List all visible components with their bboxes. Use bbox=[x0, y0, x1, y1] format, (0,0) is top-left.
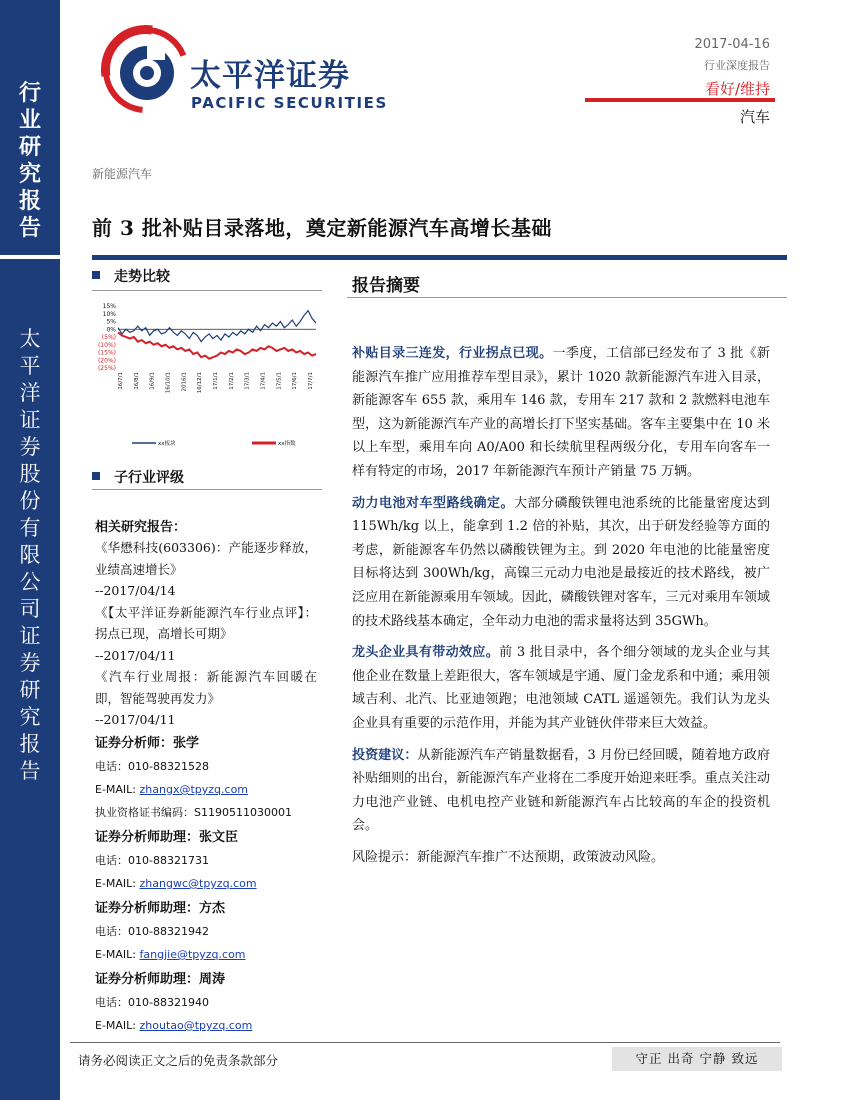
vertical-char: 究 bbox=[19, 705, 41, 729]
report-date: 2017-04-16 bbox=[694, 37, 770, 52]
trend-rule bbox=[92, 290, 322, 291]
report-kind: 行业深度报告 bbox=[704, 59, 770, 72]
vertical-char: 洋 bbox=[19, 381, 41, 405]
analyst-name: 证券分析师助理：方杰 bbox=[95, 901, 226, 916]
paragraph-lead: 动力电池对车型路线确定。 bbox=[352, 495, 514, 511]
paragraph-lead: 补贴目录三连发，行业拐点已现。 bbox=[352, 346, 553, 361]
x-tick-label: 16/9/1 bbox=[149, 372, 156, 390]
x-tick-label: 16/7/1 bbox=[118, 372, 124, 390]
analyst-phone bbox=[95, 849, 325, 872]
series-line bbox=[118, 311, 316, 342]
bullet-square-icon bbox=[92, 271, 100, 279]
related-reports-list bbox=[95, 537, 317, 731]
vertical-char: 有 bbox=[19, 516, 41, 540]
y-tick-label: (15%) bbox=[97, 349, 116, 357]
analyst-phone bbox=[95, 991, 325, 1014]
analyst-email bbox=[95, 943, 325, 966]
footer-disclaimer: 请务必阅读正文之后的免责条款部分 bbox=[78, 1053, 279, 1068]
x-tick-label: 17/4/1 bbox=[260, 372, 267, 390]
y-tick-label: (20%) bbox=[97, 357, 116, 365]
legend-label: xx指数 bbox=[278, 441, 296, 447]
vertical-char: 研 bbox=[18, 135, 41, 160]
summary-paragraph bbox=[352, 641, 770, 735]
summary-rule bbox=[347, 297, 787, 298]
y-tick-label: 5% bbox=[106, 318, 116, 326]
paragraph-lead: 龙头企业具有带动效应。 bbox=[352, 645, 500, 661]
vertical-report-type bbox=[0, 80, 60, 242]
vertical-char: 太 bbox=[19, 327, 41, 351]
analyst-email bbox=[95, 778, 325, 801]
summary-body bbox=[352, 342, 770, 877]
analyst-block bbox=[95, 897, 325, 966]
vertical-char: 报 bbox=[19, 732, 41, 756]
y-tick-label: (5%) bbox=[101, 334, 116, 341]
vertical-char: 股 bbox=[19, 462, 41, 486]
x-tick-label: 16/10/1 bbox=[165, 372, 172, 394]
cert-label: 执业资格证书编码： bbox=[95, 806, 194, 819]
x-tick-label: 17/1/1 bbox=[213, 372, 219, 390]
x-tick-label: 16/8/1 bbox=[133, 372, 140, 390]
analyst-block bbox=[95, 968, 325, 1037]
summary-paragraph bbox=[352, 846, 770, 870]
analyst-list bbox=[95, 732, 325, 1039]
analyst-phone bbox=[95, 755, 325, 778]
vertical-char: 研 bbox=[19, 678, 41, 702]
cert-value: S1190511030001 bbox=[194, 806, 292, 819]
vertical-char: 份 bbox=[19, 489, 41, 513]
phone-label: 电话： bbox=[95, 760, 128, 773]
email-link[interactable]: zhoutao@tpyzq.com bbox=[139, 1019, 253, 1032]
related-report-title[interactable]: 《【太平洋证券新能源汽车行业点评】：拐点已现，高增长可期》 bbox=[95, 604, 317, 641]
phone-value: 010-88321942 bbox=[128, 925, 209, 938]
x-tick-label: 17/6/1 bbox=[292, 372, 299, 390]
phone-label: 电话： bbox=[95, 854, 128, 867]
y-tick-label: (25%) bbox=[97, 365, 116, 372]
vertical-char: 券 bbox=[19, 435, 41, 459]
rating-underline bbox=[585, 98, 775, 102]
legend-label: xx板块 bbox=[158, 441, 176, 447]
y-tick-label: 10% bbox=[102, 310, 116, 318]
rating-heading-text: 子行业评级 bbox=[114, 470, 184, 486]
paragraph-body: 一季度，工信部已经发布了 3 批《新能源汽车推广应用推荐车型目录》，累计 1020 款新能源汽车进入目录，新能源客车 655 款，乘用车 146 款，专用车 217 款和 2 款燃料电池车型，这为新能源汽车产业的高增长打下坚实基础。客车主要集中在 10 米以上车型，乘用车向 A0/A00 和长续航里程两级分化，专用车向客车一样有特定的市场，2017 年新能源汽车预计产销量 75 万辆。 bbox=[352, 346, 770, 479]
phone-value: 010-88321731 bbox=[128, 854, 209, 867]
trend-heading-text: 走势比较 bbox=[114, 269, 170, 285]
analyst-email bbox=[95, 872, 325, 895]
x-tick-label: 17/2/1 bbox=[228, 372, 235, 390]
analyst-block bbox=[95, 732, 325, 824]
x-tick-label: 17/3/1 bbox=[244, 372, 251, 390]
rating: 看好/维持 bbox=[704, 80, 770, 98]
vertical-char: 平 bbox=[19, 354, 41, 378]
vertical-char: 告 bbox=[19, 759, 41, 783]
subsector-label: 新能源汽车 bbox=[92, 167, 153, 181]
rating-heading bbox=[92, 467, 184, 487]
related-report-date: --2017/04/14 bbox=[95, 583, 176, 598]
analyst-phone bbox=[95, 920, 325, 943]
analyst-name: 证券分析师助理：周涛 bbox=[95, 972, 226, 987]
related-report-title[interactable]: 《华懋科技(603306)：产能逐步释放，业绩高速增长》 bbox=[95, 540, 317, 577]
email-label: E-MAIL: bbox=[95, 783, 137, 796]
paragraph-body: 从新能源汽车产销量数据看，3 月份已经回暖，随着地方政府补贴细则的出台，新能源汽车产业将在二季度开始迎来旺季。重点关注动力电池产业链、电机电控产业链和新能源汽车占比较高的车企的投资机会。 bbox=[352, 747, 770, 834]
analyst-block bbox=[95, 826, 325, 895]
vertical-char: 报 bbox=[18, 189, 41, 214]
x-tick-label: 17/7/1 bbox=[308, 372, 314, 390]
vertical-char: 业 bbox=[18, 108, 41, 133]
related-reports-heading: 相关研究报告： bbox=[95, 520, 187, 535]
footer-rule bbox=[70, 1042, 780, 1043]
summary-paragraph bbox=[352, 744, 770, 838]
x-tick-label: 2016/1 bbox=[181, 372, 188, 392]
related-report-date: --2017/04/11 bbox=[95, 647, 176, 663]
phone-value: 010-88321940 bbox=[128, 996, 209, 1009]
y-tick-label: 15% bbox=[102, 303, 116, 310]
phone-value: 010-88321528 bbox=[128, 760, 209, 773]
vertical-char: 公 bbox=[19, 570, 41, 594]
email-link[interactable]: zhangwc@tpyzq.com bbox=[139, 877, 257, 890]
vertical-char: 券 bbox=[19, 651, 41, 675]
rating-rule bbox=[92, 489, 322, 490]
trend-chart bbox=[92, 298, 322, 458]
vertical-char: 究 bbox=[18, 162, 41, 187]
side-band-divider bbox=[0, 255, 60, 259]
x-tick-label: 17/5/1 bbox=[276, 372, 283, 390]
analyst-name: 证券分析师：张学 bbox=[95, 736, 200, 751]
footer-motto: 守正 出奇 宁静 致远 bbox=[612, 1047, 782, 1071]
y-tick-label: (10%) bbox=[97, 341, 116, 349]
vertical-char: 证 bbox=[19, 408, 41, 432]
vertical-char: 告 bbox=[18, 216, 41, 241]
paragraph-body: 前 3 批目录中，各个细分领域的龙头企业与其他企业在数量上差距很大，客车领域是宇通、厦门金龙系和中通；乘用领域吉利、北汽、比亚迪领跑；电池领域 CATL 遥遥领先。我们认为龙头企业具有重要的示范作用，并能为其产业链伙伴带来巨大效益。 bbox=[352, 645, 770, 731]
vertical-char: 行 bbox=[18, 81, 41, 106]
paragraph-body: 风险提示：新能源汽车推广不达预期，政策波动风险。 bbox=[352, 849, 665, 865]
related-report-title[interactable]: 《汽车行业周报：新能源汽车回暖在即，智能驾驶再发力》 bbox=[95, 669, 317, 706]
phone-label: 电话： bbox=[95, 996, 128, 1009]
summary-paragraph bbox=[352, 492, 770, 634]
email-link[interactable]: fangjie@tpyzq.com bbox=[139, 948, 246, 961]
summary-paragraph bbox=[352, 342, 770, 484]
vertical-char: 司 bbox=[19, 597, 41, 621]
sector: 汽车 bbox=[739, 108, 770, 126]
paragraph-body: 大部分磷酸铁锂电池系统的比能量密度达到 115Wh/kg 以上，能拿到 1.2 倍的补贴，其次，出于研发经验等方面的考虑，新能源客车仍然以磷酸铁锂为主。到 2020 年电池的比能量密度目标将达到 300Wh/kg，高镍三元动力电池是最接近的技术路线，被广泛应用在新能源乘用车领域。因此，磷酸铁锂对客车，三元对乘用车领域的技术路线基本确定，全年动力电池的需求量将达到 35GWh。 bbox=[352, 495, 770, 629]
company-logo-icon bbox=[92, 18, 188, 114]
vertical-char: 证 bbox=[19, 624, 41, 648]
logo-name-cn: 太平洋证券 bbox=[190, 58, 350, 94]
title-rule bbox=[92, 255, 787, 260]
email-label: E-MAIL: bbox=[95, 1019, 137, 1032]
vertical-company-name bbox=[0, 326, 60, 785]
analyst-cert bbox=[95, 801, 325, 824]
summary-heading: 报告摘要 bbox=[352, 276, 420, 296]
paragraph-lead: 投资建议： bbox=[352, 747, 418, 763]
y-tick-label: 0% bbox=[106, 326, 116, 334]
bullet-square-icon bbox=[92, 472, 100, 480]
email-label: E-MAIL: bbox=[95, 877, 137, 890]
logo-name-en: PACIFIC SECURITIES bbox=[191, 94, 388, 112]
report-title: 前 3 批补贴目录落地，奠定新能源汽车高增长基础 bbox=[92, 216, 552, 240]
phone-label: 电话： bbox=[95, 925, 128, 938]
email-label: E-MAIL: bbox=[95, 948, 137, 961]
related-report-date: --2017/04/11 bbox=[95, 712, 176, 727]
x-tick-label: 16/12/1 bbox=[197, 372, 204, 394]
trend-heading bbox=[92, 266, 170, 286]
analyst-name: 证券分析师助理：张文臣 bbox=[95, 830, 239, 845]
email-link[interactable]: zhangx@tpyzq.com bbox=[139, 783, 249, 796]
vertical-char: 限 bbox=[19, 543, 41, 567]
analyst-email bbox=[95, 1014, 325, 1037]
